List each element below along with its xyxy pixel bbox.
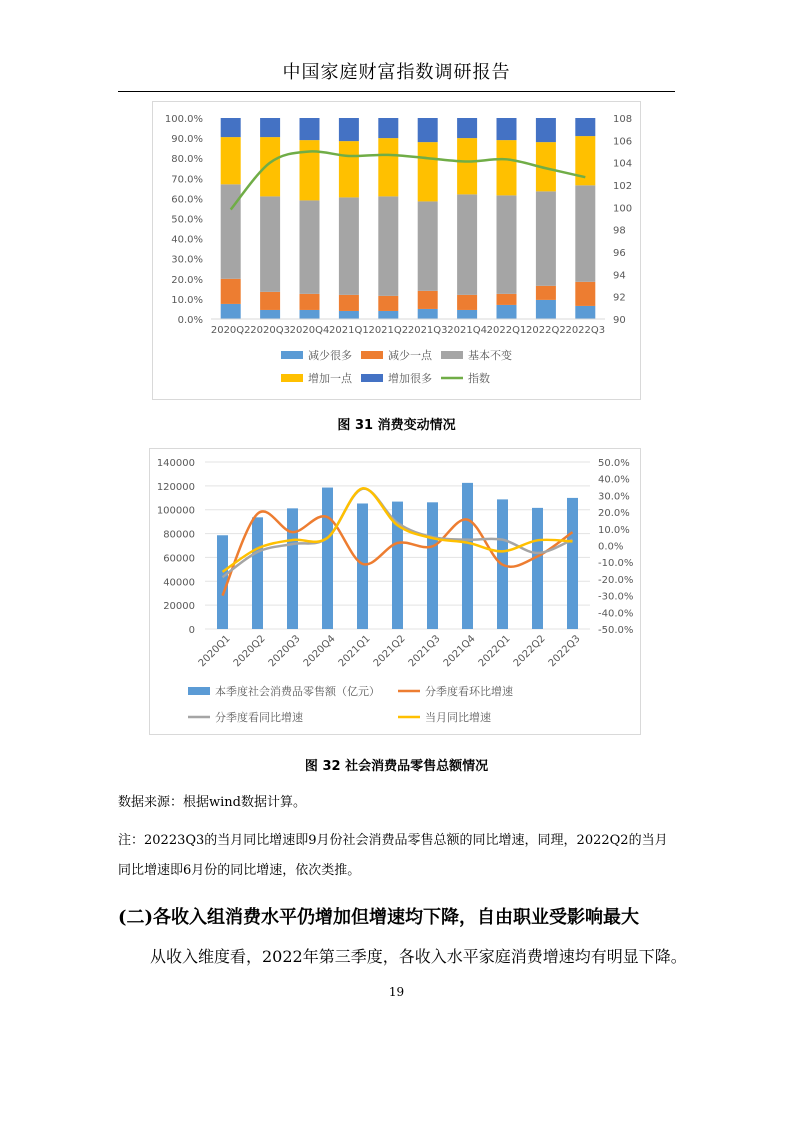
x-tick-label: 2020Q3 — [266, 633, 303, 670]
x-tick-label: 2020Q2 — [210, 325, 251, 336]
legend-label: 减少一点 — [388, 349, 432, 362]
y-left-tick-label: 120000 — [156, 481, 195, 493]
source-note: 数据来源：根据wind数据计算。 — [118, 795, 306, 810]
x-tick-label: 2021Q2 — [368, 325, 409, 336]
stacked-bar-segment — [221, 137, 241, 184]
body-paragraph: 从收入维度看，2022年第三季度，各收入水平家庭消费增速均有明显下降。 — [150, 947, 687, 966]
y-left-tick-label: 20.0% — [171, 274, 203, 286]
retail-sales-chart — [149, 448, 641, 735]
retail-sales-bar — [287, 508, 298, 629]
header-divider — [118, 91, 675, 92]
stacked-bar-segment — [457, 194, 477, 295]
y-right-tick-label: -30.0% — [598, 591, 634, 603]
legend-label: 当月同比增速 — [425, 711, 491, 724]
stacked-bar-segment — [536, 118, 556, 142]
figure-31-caption: 图 31 消费变动情况 — [337, 418, 456, 433]
y-right-tick-label: 100 — [613, 203, 633, 215]
legend-label: 基本不变 — [468, 349, 512, 362]
legend-swatch — [188, 687, 210, 695]
y-left-tick-label: 40.0% — [171, 234, 203, 246]
legend-swatch — [361, 374, 383, 382]
stacked-bar-segment — [497, 118, 517, 140]
legend-label: 本季度社会消费品零售额（亿元） — [215, 685, 380, 698]
stacked-bar-segment — [497, 305, 517, 319]
y-right-tick-label: 30.0% — [598, 491, 630, 503]
retail-sales-bar — [252, 517, 263, 629]
section-heading: (二)各收入组消费水平仍增加但增速均下降，自由职业受影响最大 — [118, 907, 640, 928]
y-left-tick-label: 10.0% — [171, 294, 203, 306]
y-right-tick-label: 92 — [613, 292, 626, 304]
legend-swatch — [281, 374, 303, 382]
stacked-bar-segment — [221, 279, 241, 304]
y-right-tick-label: 108 — [613, 114, 633, 125]
x-tick-label: 2022Q2 — [511, 633, 548, 670]
stacked-bar-segment — [300, 200, 320, 293]
stacked-bar-segment — [260, 292, 280, 310]
stacked-bar-segment — [418, 118, 438, 142]
index-line — [231, 151, 586, 209]
y-right-tick-label: 20.0% — [598, 508, 630, 520]
stacked-bar-segment — [418, 142, 438, 201]
x-tick-label: 2020Q3 — [250, 325, 290, 336]
stacked-bar-segment — [300, 140, 320, 200]
x-tick-label: 2020Q4 — [289, 325, 330, 336]
stacked-bar-segment — [260, 118, 280, 137]
y-right-tick-label: 10.0% — [598, 524, 630, 536]
stacked-bar-segment — [457, 118, 477, 138]
y-left-tick-label: 20000 — [163, 601, 195, 613]
stacked-bar-segment — [536, 191, 556, 285]
stacked-bar-segment — [575, 185, 595, 281]
x-tick-label: 2022Q2 — [526, 325, 566, 336]
y-right-tick-label: 106 — [613, 136, 633, 148]
stacked-bar-segment — [378, 138, 398, 196]
y-right-tick-label: -50.0% — [598, 625, 634, 636]
stacked-bar-segment — [339, 295, 359, 311]
stacked-bar-segment — [497, 140, 517, 195]
y-right-tick-label: -10.0% — [598, 558, 634, 570]
y-right-tick-label: 98 — [613, 225, 626, 237]
x-tick-label: 2021Q3 — [406, 633, 443, 670]
stacked-bar-segment — [575, 282, 595, 306]
y-left-tick-label: 70.0% — [171, 174, 203, 186]
stacked-bar-segment — [457, 295, 477, 310]
retail-sales-bar — [357, 503, 368, 629]
x-tick-label: 2021Q3 — [407, 325, 448, 336]
x-tick-label: 2020Q1 — [196, 633, 233, 670]
y-left-tick-label: 100.0% — [164, 114, 203, 125]
y-right-tick-label: -20.0% — [598, 574, 634, 586]
stacked-bar-segment — [457, 138, 477, 194]
stacked-bar-segment — [575, 306, 595, 319]
stacked-bar-segment — [378, 118, 398, 138]
stacked-bar-segment — [378, 311, 398, 319]
retail-sales-bar — [567, 498, 578, 629]
x-tick-label: 2022Q1 — [486, 325, 527, 336]
y-right-tick-label: 104 — [613, 158, 633, 170]
x-tick-label: 2021Q4 — [447, 325, 487, 336]
stacked-bar-segment — [497, 294, 517, 305]
stacked-bar-segment — [536, 300, 556, 319]
y-left-tick-label: 30.0% — [171, 254, 203, 266]
x-tick-label: 2021Q1 — [336, 633, 373, 670]
stacked-bar-segment — [457, 310, 477, 319]
figure-32-caption: 图 32 社会消费品零售总额情况 — [304, 759, 489, 774]
legend-label: 增加一点 — [308, 372, 352, 385]
y-right-tick-label: 102 — [613, 181, 633, 192]
consumption-change-svg — [153, 102, 640, 399]
x-tick-label: 2022Q3 — [546, 633, 583, 670]
stacked-bar-segment — [339, 197, 359, 294]
x-tick-label: 2022Q1 — [476, 633, 513, 670]
retail-sales-bar — [532, 508, 543, 629]
stacked-bar-segment — [300, 310, 320, 319]
stacked-bar-segment — [339, 141, 359, 197]
retail-sales-bar — [427, 502, 438, 629]
x-tick-label: 2021Q2 — [371, 633, 408, 670]
retail-sales-bar — [322, 488, 333, 629]
x-tick-label: 2020Q4 — [301, 633, 338, 670]
stacked-bar-segment — [378, 296, 398, 311]
legend-label: 指数 — [468, 372, 490, 385]
retail-sales-bar — [462, 483, 473, 629]
x-tick-label: 2021Q4 — [441, 633, 478, 670]
retail-sales-svg — [150, 449, 640, 734]
legend-label: 减少很多 — [308, 349, 352, 362]
stacked-bar-segment — [575, 118, 595, 136]
y-right-tick-label: 50.0% — [598, 458, 630, 469]
stacked-bar-segment — [339, 311, 359, 319]
legend-label: 分季度看同比增速 — [215, 711, 303, 724]
y-right-tick-label: -40.0% — [598, 608, 634, 620]
y-left-tick-label: 80.0% — [171, 154, 203, 166]
consumption-change-chart — [152, 101, 641, 400]
legend-label: 分季度看环比增速 — [425, 685, 513, 698]
y-left-tick-label: 140000 — [156, 458, 195, 469]
stacked-bar-segment — [260, 196, 280, 291]
y-left-tick-label: 0.0% — [177, 315, 203, 326]
legend-label: 增加很多 — [388, 372, 432, 385]
x-tick-label: 2021Q1 — [329, 325, 369, 336]
legend-swatch — [281, 351, 303, 359]
legend-swatch — [441, 351, 463, 359]
stacked-bar-segment — [378, 196, 398, 295]
stacked-bar-segment — [497, 195, 517, 293]
stacked-bar-segment — [260, 137, 280, 196]
y-right-tick-label: 40.0% — [598, 474, 630, 486]
y-left-tick-label: 80000 — [163, 529, 195, 541]
stacked-bar-segment — [300, 118, 320, 140]
y-left-tick-label: 50.0% — [171, 214, 203, 226]
x-tick-label: 2022Q3 — [565, 325, 606, 336]
stacked-bar-segment — [221, 304, 241, 319]
y-left-tick-label: 0 — [188, 625, 195, 636]
stacked-bar-segment — [260, 310, 280, 319]
y-right-tick-label: 0.0% — [598, 541, 624, 553]
y-left-tick-label: 60.0% — [171, 194, 203, 206]
legend-swatch — [361, 351, 383, 359]
y-left-tick-label: 60000 — [163, 553, 195, 565]
stacked-bar-segment — [575, 136, 595, 185]
stacked-bar-segment — [536, 286, 556, 300]
stacked-bar-segment — [300, 294, 320, 310]
stacked-bar-segment — [418, 291, 438, 309]
footnote: 注：20223Q3的当月同比增速即9月份社会消费品零售总额的同比增速，同理，2022Q2的当月同比增速即6月份的同比增速，依次类推。 — [118, 833, 668, 878]
y-left-tick-label: 100000 — [156, 505, 195, 517]
stacked-bar-segment — [418, 309, 438, 319]
y-right-tick-label: 94 — [613, 270, 626, 282]
stacked-bar-segment — [418, 201, 438, 290]
report-header-title: 中国家庭财富指数调研报告 — [282, 62, 511, 83]
y-left-tick-label: 40000 — [163, 577, 195, 589]
y-left-tick-label: 90.0% — [171, 134, 203, 146]
x-tick-label: 2020Q2 — [231, 633, 268, 670]
y-right-tick-label: 90 — [613, 315, 626, 326]
stacked-bar-segment — [339, 118, 359, 141]
stacked-bar-segment — [221, 118, 241, 137]
y-right-tick-label: 96 — [613, 248, 626, 259]
page-number: 19 — [388, 985, 405, 999]
